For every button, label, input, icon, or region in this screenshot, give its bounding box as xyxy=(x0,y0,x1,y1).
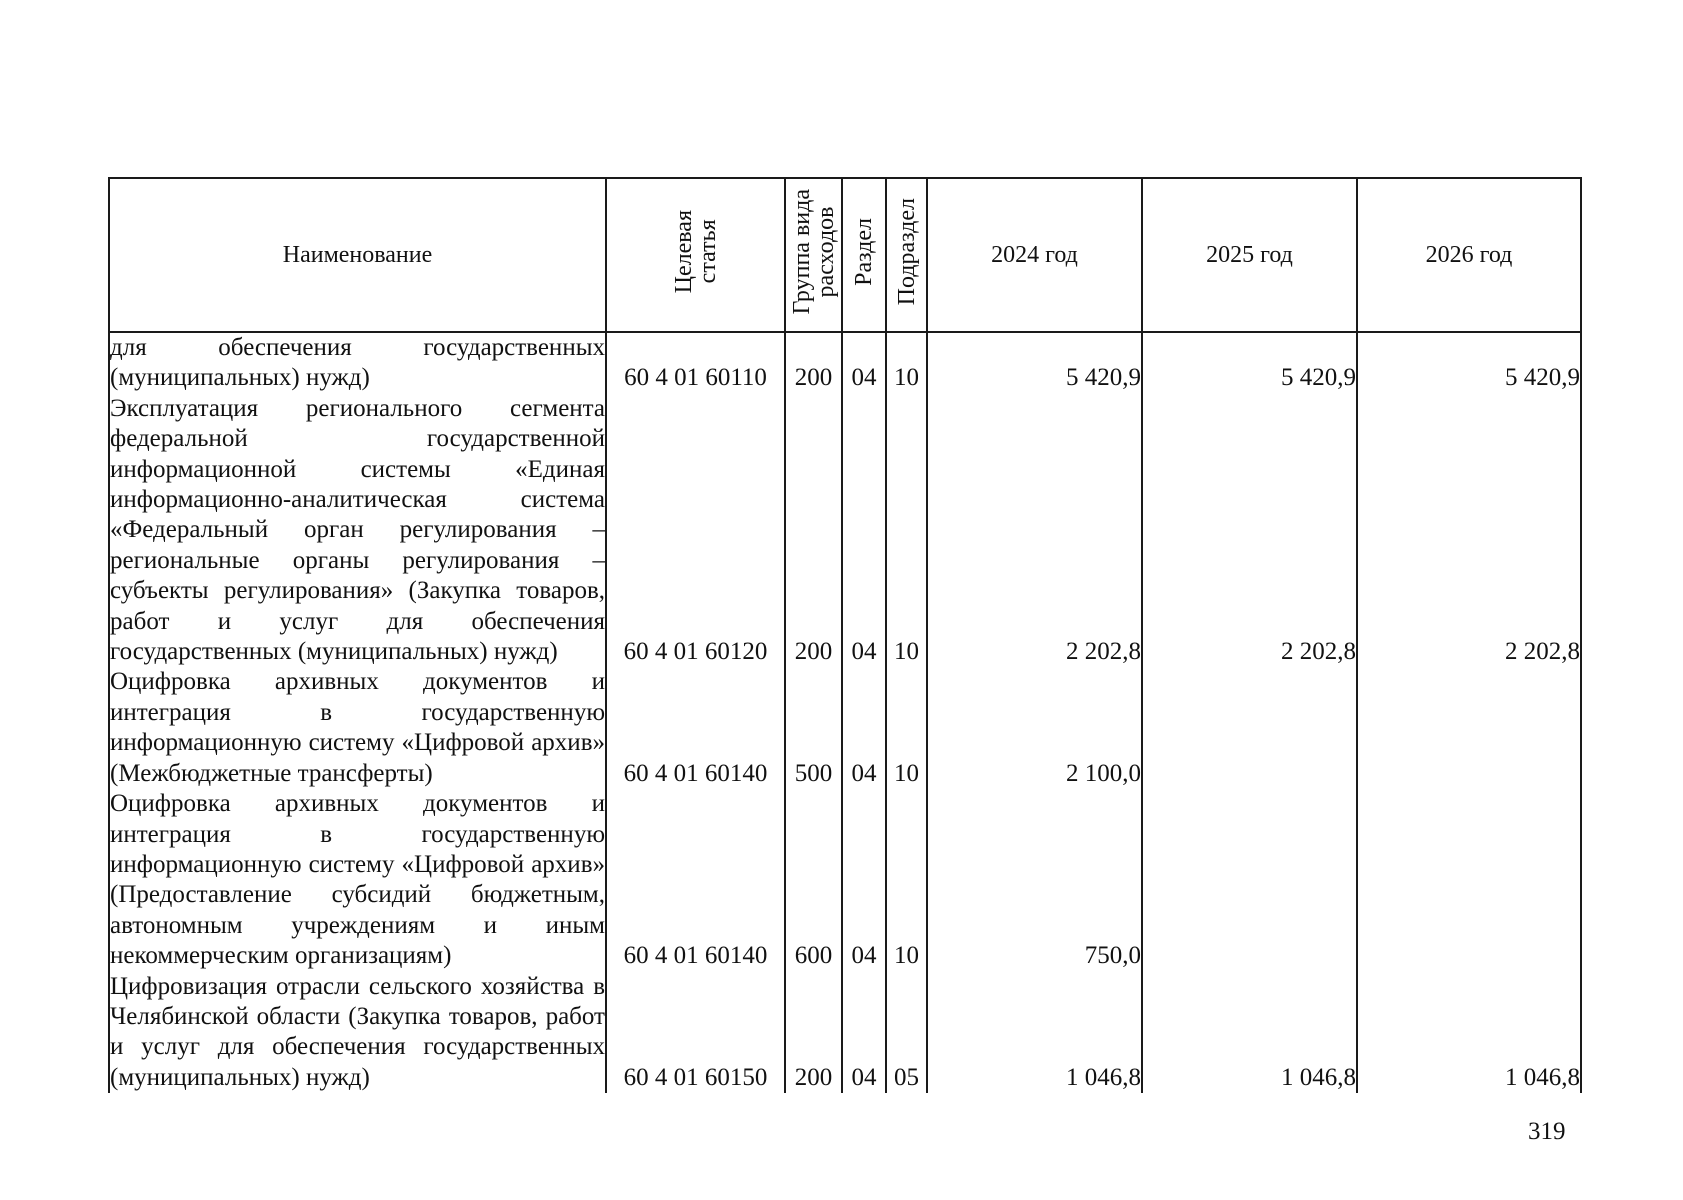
row-amount-2024: 1 046,8 xyxy=(927,972,1142,1094)
row-amount-2025 xyxy=(1142,789,1357,971)
row-amount-2026: 1 046,8 xyxy=(1357,972,1581,1094)
header-target-article: Целевая статья xyxy=(606,178,785,332)
row-amount-2026 xyxy=(1357,789,1581,971)
row-amount-2024: 2 100,0 xyxy=(927,667,1142,789)
table-row xyxy=(109,667,1581,789)
header-year-2025: 2025 год xyxy=(1142,178,1357,332)
row-subsection: 10 xyxy=(886,667,927,789)
row-amount-2025: 5 420,9 xyxy=(1142,332,1357,394)
row-target-article: 60 4 01 60120 xyxy=(606,394,785,668)
table-row xyxy=(109,972,1581,1094)
row-amount-2026: 2 202,8 xyxy=(1357,394,1581,668)
row-amount-2025: 2 202,8 xyxy=(1142,394,1357,668)
row-name: Оцифровка архивных документов и интеграция в государственную информационную систему «Цифровой архив» (Межбюджетные трансферты) xyxy=(109,667,606,789)
row-subsection: 05 xyxy=(886,972,927,1094)
row-section: 04 xyxy=(842,667,886,789)
table-row xyxy=(109,332,1581,394)
header-section: Раздел xyxy=(842,178,886,332)
row-section: 04 xyxy=(842,394,886,668)
row-amount-2024: 750,0 xyxy=(927,789,1142,971)
row-expense-group: 200 xyxy=(785,972,842,1094)
header-subsection: Подраздел xyxy=(886,178,927,332)
row-name: Цифровизация отрасли сельского хозяйства в Челябинской области (Закупка товаров, работ и услуг для обеспечения государственных (муниципальных) нужд) xyxy=(109,972,606,1094)
header-year-2026: 2026 год xyxy=(1357,178,1581,332)
row-target-article: 60 4 01 60140 xyxy=(606,667,785,789)
row-expense-group: 200 xyxy=(785,332,842,394)
row-name: для обеспечения государственных (муниципальных) нужд) xyxy=(109,332,606,394)
row-target-article: 60 4 01 60150 xyxy=(606,972,785,1094)
row-target-article: 60 4 01 60140 xyxy=(606,789,785,971)
row-name: Эксплуатация регионального сегмента федеральной государственной информационной системы «Единая информационно-аналитическая система «Федеральный орган регулирования – региональные органы регулирования – субъекты регулирования» (Закупка товаров, работ и услуг для обеспечения государственных (муниципальных) нужд) xyxy=(109,394,606,668)
budget-table-container xyxy=(108,177,1580,1093)
row-amount-2024: 5 420,9 xyxy=(927,332,1142,394)
row-amount-2024: 2 202,8 xyxy=(927,394,1142,668)
page-number: 319 xyxy=(1528,1118,1566,1145)
table-row xyxy=(109,394,1581,668)
row-expense-group: 500 xyxy=(785,667,842,789)
budget-table xyxy=(108,177,1582,1093)
header-name: Наименование xyxy=(109,178,606,332)
row-amount-2026: 5 420,9 xyxy=(1357,332,1581,394)
row-section: 04 xyxy=(842,789,886,971)
row-name: Оцифровка архивных документов и интеграция в государственную информационную систему «Цифровой архив» (Предоставление субсидий бюджетным, автономным учреждениям и иным некоммерческим организациям) xyxy=(109,789,606,971)
row-subsection: 10 xyxy=(886,332,927,394)
row-expense-group: 600 xyxy=(785,789,842,971)
row-amount-2025 xyxy=(1142,667,1357,789)
table-row xyxy=(109,789,1581,971)
row-amount-2025: 1 046,8 xyxy=(1142,972,1357,1094)
row-section: 04 xyxy=(842,972,886,1094)
row-expense-group: 200 xyxy=(785,394,842,668)
row-amount-2026 xyxy=(1357,667,1581,789)
table-body xyxy=(109,332,1581,1093)
table-header xyxy=(109,178,1581,332)
header-year-2024: 2024 год xyxy=(927,178,1142,332)
row-section: 04 xyxy=(842,332,886,394)
row-target-article: 60 4 01 60110 xyxy=(606,332,785,394)
header-expense-group: Группа вида расходов xyxy=(785,178,842,332)
row-subsection: 10 xyxy=(886,789,927,971)
row-subsection: 10 xyxy=(886,394,927,668)
